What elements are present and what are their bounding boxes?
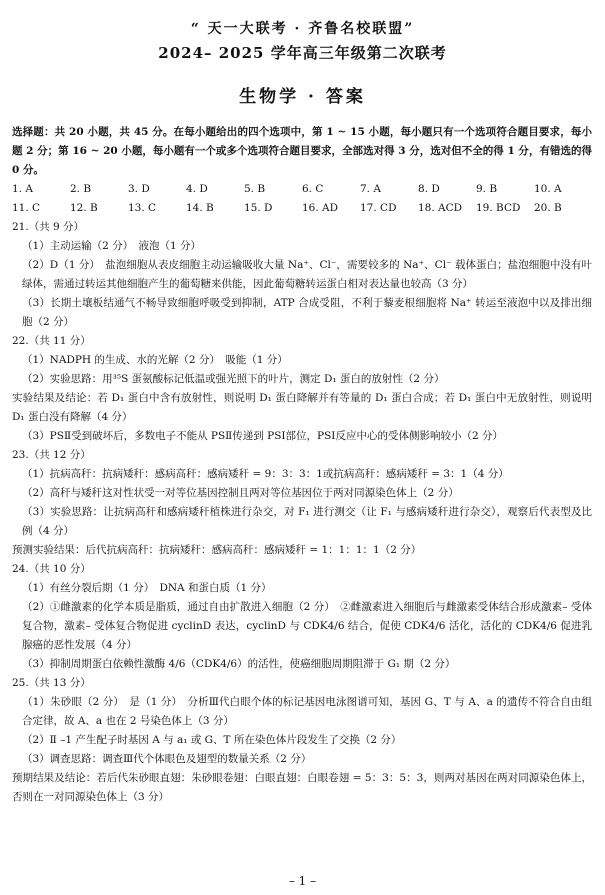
answer-item: 17. CD	[360, 202, 397, 214]
question-21-heading: 21.（共 9 分）	[12, 221, 85, 233]
answer-item: 6. C	[302, 183, 324, 195]
answer-item: 18. ACD	[418, 202, 463, 214]
question-23-heading: 23.（共 12 分）	[12, 449, 91, 461]
question-21-answer-1: （1）主动运输（2 分） 液泡（1 分）	[22, 240, 201, 252]
multiple-choice-instructions: 选择题：共 20 小题，共 45 分。在每小题给出的四个选项中，第 1 ~ 15 小题，每小题只有一个选项符合题目要求，每小题 2 分；第 16 ~ 20 小题，每小题有一个或多个选项符合题目要求，全部选对得 3 分，选对但不全的得 1 分，有错选的得 0 分。	[12, 126, 592, 176]
answer-item: 11. C	[12, 202, 41, 214]
answer-item: 1. A	[12, 183, 33, 195]
question-24-answer-3: （3）抑制周期蛋白依赖性激酶 4/6（CDK4/6）的活性，使癌细胞周期阻滞于 G₁ 期（2 分）	[22, 658, 456, 670]
question-21-answer-2: （2）D（1 分） 盐泡细胞从表皮细胞主动运输吸收大量 Na⁺、Cl⁻，需要较多的 Na⁺、Cl⁻ 载体蛋白；盐泡细胞中没有叶绿体，需通过转运其他细胞产生的葡萄糖来供能，因此葡萄糖转运蛋白相对表达量也较高（3 分）	[22, 259, 592, 290]
subject-answer-title: 生物学 · 答案	[239, 87, 366, 107]
question-25-heading: 25.（共 13 分）	[12, 677, 91, 689]
question-23-answer-3-prediction: 预测实验结果：后代抗病高秆：抗病矮秆：感病高秆：感病矮秆 = 1：1：1：1（2 分）	[12, 544, 422, 556]
answer-item: 7. A	[360, 183, 381, 195]
answer-item: 15. D	[244, 202, 273, 214]
question-22-heading: 22.（共 11 分）	[12, 335, 91, 347]
question-23-answer-2: （2）高秆与矮秆这对性状受一对等位基因控制且两对等位基因位于两对同源染色体上（2 分）	[22, 487, 459, 499]
answer-item: 10. A	[534, 183, 562, 195]
question-23-answer-3: （3）实验思路：让抗病高秆和感病矮秆植株进行杂交，对 F₁ 进行测交（让 F₁ 与感病矮秆进行杂交），观察后代表型及比例（4 分）	[22, 506, 592, 537]
question-22-answer-3: （3）PSⅡ受到破坏后，多数电子不能从 PSⅡ传递到 PSⅠ部位，PSⅠ反应中心的受体侧影响较小（2 分）	[22, 430, 503, 442]
question-25-answer-2: （2）Ⅱ –1 产生配子时基因 A 与 a₁ 或 G、T 所在染色体片段发生了交换（2 分）	[22, 734, 402, 746]
question-25-answer-3: （3）调查思路：调查Ⅲ代个体眼色及翅型的数量关系（2 分）	[22, 753, 312, 765]
answer-item: 8. D	[418, 183, 440, 195]
answer-item: 4. D	[186, 183, 208, 195]
exam-session-title: 2024– 2025 学年高三年级第二次联考	[158, 44, 447, 62]
answer-item: 2. B	[70, 183, 92, 195]
question-23-answer-1: （1）抗病高秆：抗病矮秆：感病高秆：感病矮秆 = 9：3：3：1或抗病高秆：感病矮秆 = 3：1（4 分）	[22, 468, 509, 480]
question-25-answer-1: （1）朱砂眼（2 分） 是（1 分） 分析Ⅲ代白眼个体的标记基因电泳图谱可知，基因 G、T 与 A、a 的遗传不符合自由组合定律，故 A、a 也在 2 号染色体上（3 分）	[22, 696, 592, 727]
question-21-answer-3: （3）长期土壤板结通气不畅导致细胞呼吸受到抑制，ATP 合成受阻，不利于藜麦根细胞将 Na⁺ 转运至液泡中以及排出细胞（2 分）	[22, 297, 592, 328]
answer-item: 13. C	[128, 202, 157, 214]
answer-item: 19. BCD	[476, 202, 521, 214]
exam-alliance-title: “ 天一大联考 · 齐鲁名校联盟”	[190, 21, 415, 37]
question-22-answer-2: （2）实验思路：用³⁵S 蛋氨酸标记低温或强光照下的叶片，测定 D₁ 蛋白的放射性（2 分）	[22, 373, 445, 385]
page-number: – 1 –	[288, 874, 317, 888]
answer-item: 12. B	[70, 202, 98, 214]
question-24-heading: 24.（共 10 分）	[12, 563, 91, 575]
multiple-choice-answer-grid	[12, 180, 592, 218]
answer-body	[12, 123, 592, 807]
answer-item: 14. B	[186, 202, 214, 214]
answer-item: 5. B	[244, 183, 266, 195]
answer-item: 3. D	[128, 183, 150, 195]
question-22-answer-1: （1）NADPH 的生成、水的光解（2 分） 吸能（1 分）	[22, 354, 288, 366]
answer-item: 9. B	[476, 183, 498, 195]
question-22-answer-2-results: 实验结果及结论：若 D₁ 蛋白中含有放射性，则说明 D₁ 蛋白降解并有等量的 D₁ 蛋白合成；若 D₁ 蛋白中无放射性，则说明 D₁ 蛋白没有降解（4 分）	[12, 392, 592, 423]
answer-item: 20. B	[534, 202, 562, 214]
answer-item: 16. AD	[302, 202, 339, 214]
question-25-answer-3-prediction: 预期结果及结论：若后代朱砂眼直翅：朱砂眼卷翅：白眼直翅：白眼卷翅 = 5：3：5：3，则两对基因在两对同源染色体上，否则在一对同源染色体上（3 分）	[12, 772, 592, 803]
question-24-answer-2: （2）①雌激素的化学本质是脂质，通过自由扩散进入细胞（2 分） ②雌激素进入细胞后与雌激素受体结合形成激素– 受体复合物，激素– 受体复合物促进 cyclinD 表达，cyclinD 与 CDK4/6 结合，促使 CDK4/6 活化，活化的 CDK4/6 促进乳腺癌的恶性发展（4 分）	[22, 601, 592, 651]
question-24-answer-1: （1）有丝分裂后期（1 分） DNA 和蛋白质（1 分）	[22, 582, 272, 594]
